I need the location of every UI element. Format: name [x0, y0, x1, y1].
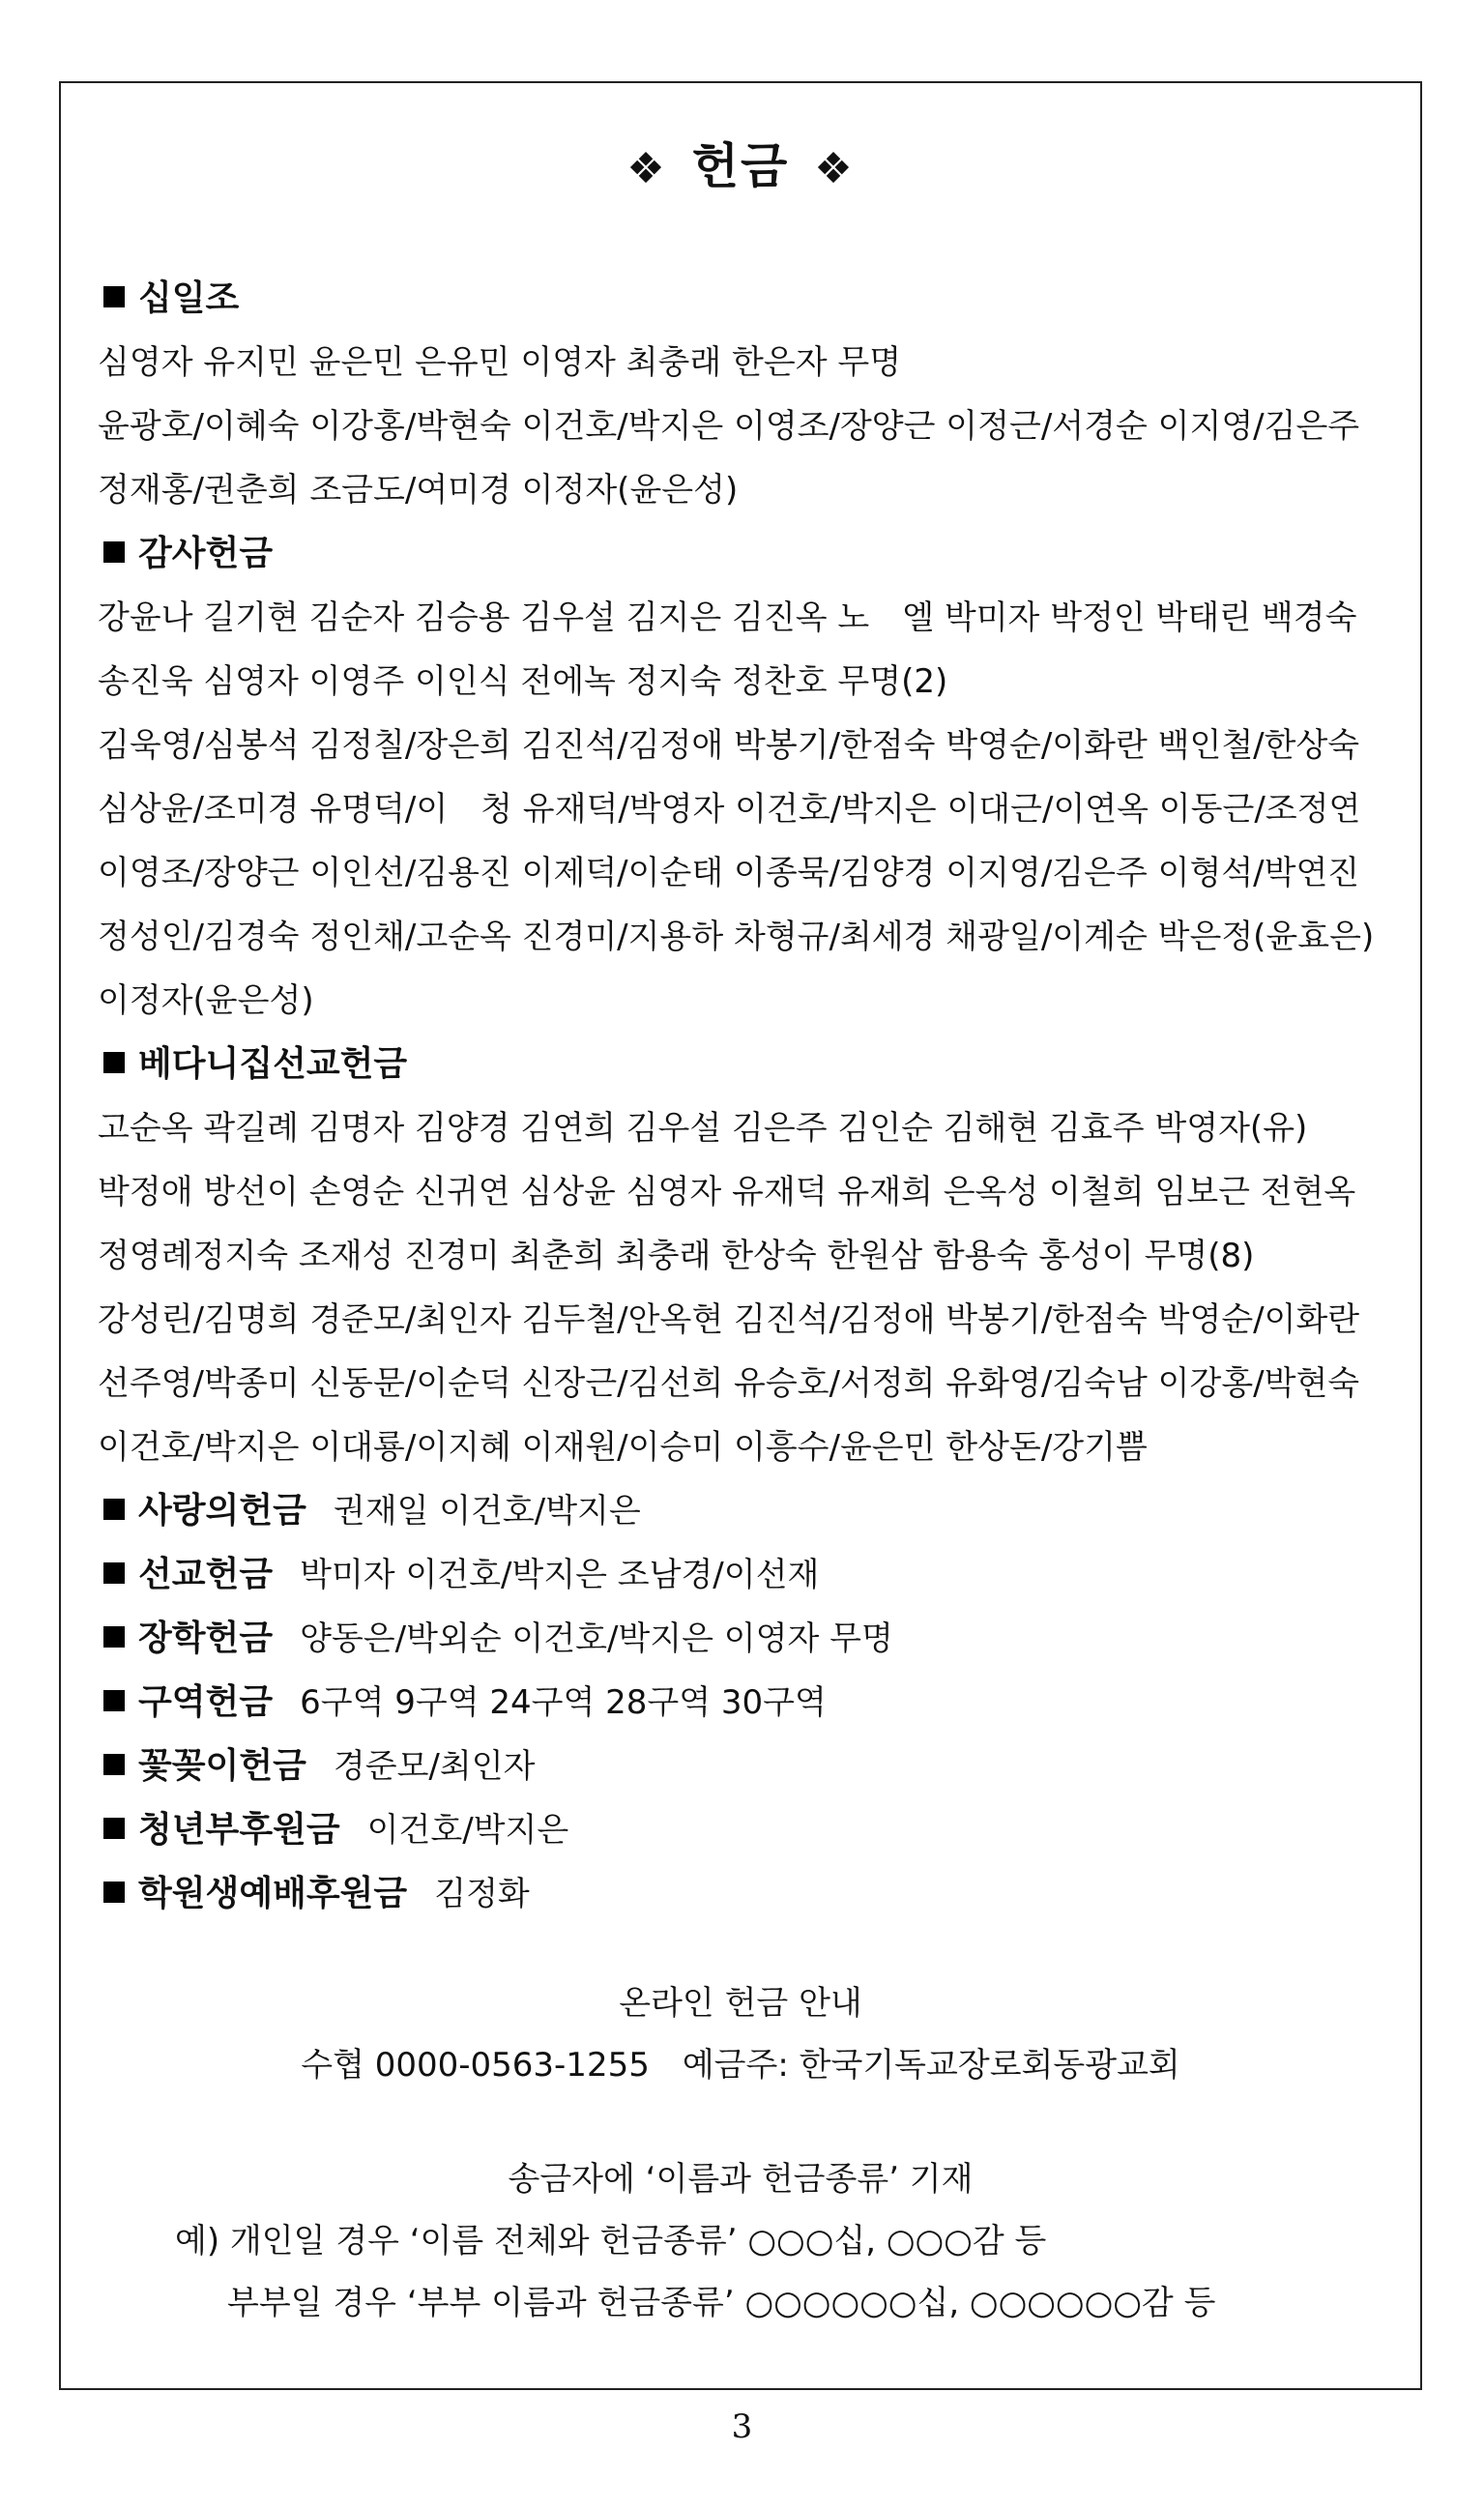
donor-line: 이정자(윤은성)	[98, 981, 314, 1020]
donor-line: 권재일 이건호/박지은	[333, 1492, 641, 1531]
offering-list	[98, 267, 1401, 1926]
square-bullet-icon	[103, 1818, 125, 1839]
square-bullet-icon	[103, 1052, 125, 1073]
section-heading-youth	[98, 1798, 1401, 1862]
section-heading-tithe	[98, 267, 1401, 331]
section-heading-flower	[98, 1735, 1401, 1798]
donor-line: 강성린/김명희 경준모/최인자 김두철/안옥현 김진석/김정애 박봉기/한점숙 박영순/이화란	[98, 1300, 1360, 1339]
donor-line: 김정화	[434, 1875, 530, 1913]
section-heading-text: 구역헌금	[138, 1682, 274, 1722]
example-couple: 부부일 경우 ‘부부 이름과 헌금종류’ ○○○○○○십, ○○○○○○감 등	[227, 2284, 1216, 2322]
donor-line: 이건호/박지은 이대룡/이지혜 이재원/이승미 이흥수/윤은민 한상돈/강기쁨	[98, 1428, 1148, 1467]
section-heading-text: 꽃꽂이헌금	[138, 1746, 306, 1786]
donor-line: 경준모/최인자	[333, 1747, 536, 1786]
donor-line: 선주영/박종미 신동문/이순덕 신장근/김선희 유승호/서정희 유화영/김숙남 이강홍/박현숙	[98, 1364, 1360, 1403]
section-heading-text: 학원생예배후원금	[138, 1874, 408, 1913]
section-heading-thanks	[98, 522, 1401, 586]
page-number: 3	[731, 2407, 753, 2446]
square-bullet-icon	[103, 541, 125, 563]
donor-line: 강윤나 길기현 김순자 김승용 김우설 김지은 김진옥 노 엘 박미자 박정인 박태린 백경숙	[98, 598, 1357, 637]
donor-line: 송진욱 심영자 이영주 이인식 전에녹 정지숙 정찬호 무명(2)	[98, 662, 948, 701]
donor-line: 이영조/장양근 이인선/김용진 이제덕/이순태 이종묵/김양경 이지영/김은주 이형석/박연진	[98, 854, 1360, 892]
guide-instruction: 송금자에 ‘이름과 헌금종류’ 기재	[508, 2160, 974, 2199]
donor-line: 윤광호/이혜숙 이강홍/박현숙 이건호/박지은 이영조/장양근 이정근/서경순 이지영/김은주	[98, 407, 1360, 446]
square-bullet-icon	[103, 1754, 125, 1775]
section-heading-text: 사랑의헌금	[138, 1491, 306, 1531]
donor-line: 박정애 방선이 손영순 신귀연 심상윤 심영자 유재덕 유재희 은옥성 이철희 임보근 전현옥	[98, 1173, 1356, 1211]
donor-line: 정성인/김경숙 정인채/고순옥 진경미/지용하 차형규/최세경 채광일/이계순 박은정(윤효은)	[98, 918, 1375, 956]
square-bullet-icon	[103, 1499, 125, 1520]
section-heading-text: 장학헌금	[138, 1619, 274, 1658]
donor-line: 양동은/박외순 이건호/박지은 이영자 무명	[300, 1619, 893, 1658]
square-bullet-icon	[103, 286, 125, 307]
page-title-text: 헌금	[691, 138, 790, 194]
donor-line: 김욱영/심봉석 김정칠/장은희 김진석/김정애 박봉기/한점숙 박영순/이화란 백인철/한상숙	[98, 726, 1360, 765]
section-heading-text: 청년부후원금	[138, 1810, 340, 1850]
square-bullet-icon	[103, 1882, 125, 1903]
square-bullet-icon	[103, 1690, 125, 1711]
section-heading-text: 십일조	[138, 278, 240, 318]
diamond-ornament-icon: ❖	[626, 144, 667, 193]
example-individual: 예) 개인일 경우 ‘이름 전체와 헌금종류’ ○○○십, ○○○감 등	[175, 2222, 1047, 2261]
donor-line: 정재홍/권춘희 조금도/여미경 이정자(윤은성)	[98, 471, 739, 510]
donor-line: 심상윤/조미경 유명덕/이 청 유재덕/박영자 이건호/박지은 이대근/이연옥 이동근/조정연	[98, 790, 1361, 829]
donor-line: 정영례정지숙 조재성 진경미 최춘희 최충래 한상숙 한원삼 함용숙 홍성이 무명(8)	[98, 1237, 1255, 1275]
diamond-ornament-icon: ❖	[814, 144, 855, 193]
donor-line: 이건호/박지은	[366, 1811, 569, 1850]
guide-title: 온라인 헌금 안내	[619, 1984, 862, 2023]
bank-account: 수협 0000-0563-1255 예금주: 한국기독교장로회동광교회	[301, 2046, 1180, 2085]
page-title	[61, 128, 1420, 197]
section-heading-scholarship	[98, 1607, 1401, 1671]
section-heading-district	[98, 1671, 1401, 1735]
section-heading-text: 감사헌금	[138, 534, 274, 573]
section-heading-mission	[98, 1543, 1401, 1607]
donor-line: 심영자 유지민 윤은민 은유민 이영자 최충래 한은자 무명	[98, 343, 902, 382]
donor-line: 고순옥 곽길례 김명자 김양경 김연희 김우설 김은주 김인순 김해현 김효주 박영자(유)	[98, 1109, 1308, 1148]
square-bullet-icon	[103, 1562, 125, 1584]
section-heading-text: 베다니집선교헌금	[138, 1044, 408, 1084]
square-bullet-icon	[103, 1626, 125, 1648]
donor-line: 6구역 9구역 24구역 28구역 30구역	[300, 1683, 827, 1722]
section-heading-love	[98, 1479, 1401, 1543]
offering-page-frame	[59, 81, 1422, 2390]
donor-line: 박미자 이건호/박지은 조남경/이선재	[300, 1556, 820, 1594]
section-heading-bethany	[98, 1033, 1401, 1096]
section-heading-text: 선교헌금	[138, 1555, 274, 1594]
section-heading-academy	[98, 1862, 1401, 1926]
